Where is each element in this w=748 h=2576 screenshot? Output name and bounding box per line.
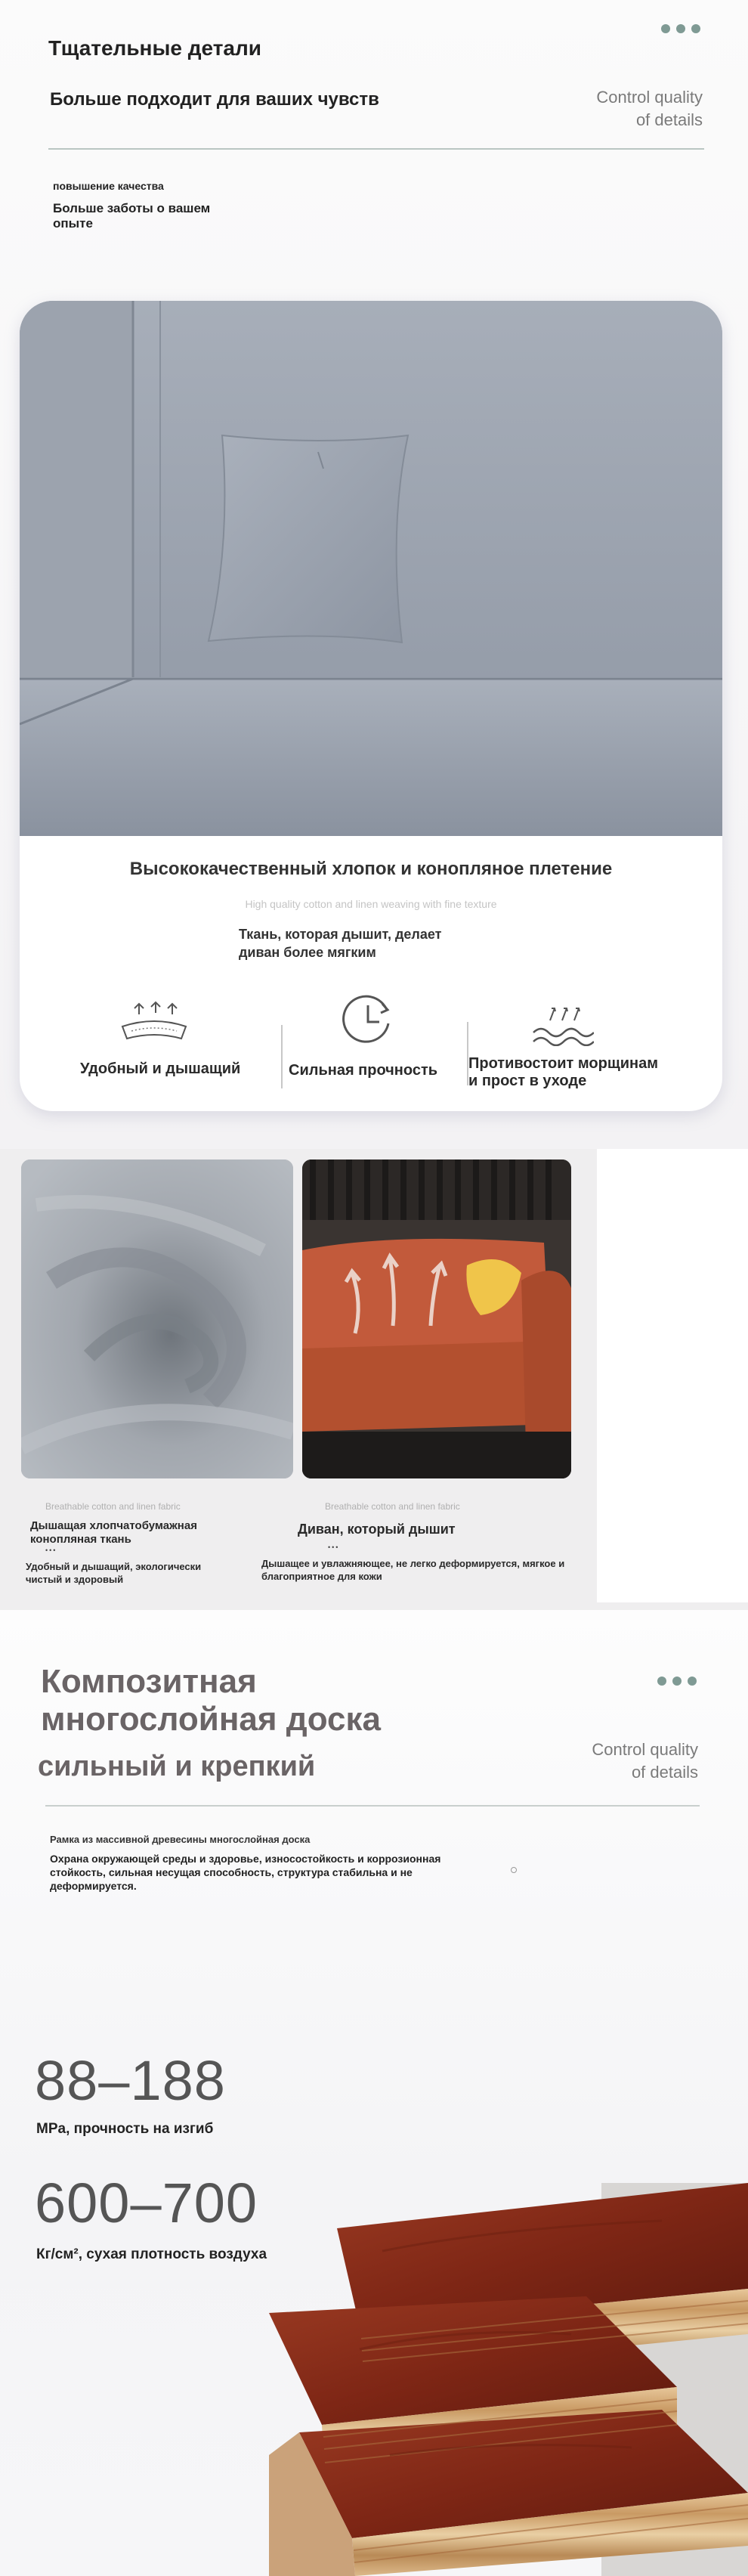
section-title: Тщательные детали [48, 36, 261, 60]
left-description: Удобный и дышащий, экологически чистый и здоровый [26, 1561, 202, 1585]
right-tag: Breathable cotton and linen fabric [325, 1501, 460, 1512]
feature-wrinkle-label: Противостоит морщинам и прост в уходе [468, 1055, 659, 1089]
divider [48, 148, 704, 150]
right-ellipsis: ••• [328, 1543, 340, 1551]
board-description: Охрана окружающей среды и здоровье, износостойкость и коррозионная стойкость, сильная несущая способность, структура стабильна и не деформируется. [50, 1853, 441, 1892]
board-tag: Рамка из массивной древесины многослойная доска [50, 1834, 311, 1845]
stat-density-value: 600–700 [35, 2172, 258, 2234]
more-dots-icon [657, 1677, 697, 1686]
details-section [0, 0, 748, 1149]
card-title: Высококачественный хлопок и конопляное плетение [129, 859, 613, 879]
quality-caption: Control quality of details [596, 88, 703, 129]
fabric-card [20, 301, 722, 1111]
clock-icon [340, 992, 396, 1051]
board-quality-caption: Control quality of details [592, 1740, 698, 1782]
fabric-closeup-image [21, 1160, 293, 1478]
card-description: Ткань, которая дышит, делает диван более мягким [239, 927, 442, 960]
left-title: Дышащая хлопчатобумажная конопляная ткань [30, 1519, 197, 1546]
board-subtitle: сильный и крепкий [38, 1751, 316, 1782]
board-section [0, 1610, 748, 2576]
plywood-boards-image [269, 2183, 748, 2576]
right-title: Диван, который дышит [298, 1522, 456, 1537]
anti-wrinkle-icon [530, 1002, 594, 1050]
gallery-section [0, 1149, 748, 1610]
stat-bending-value: 88–188 [35, 2049, 226, 2112]
sofa-pillow-image [20, 301, 722, 836]
divider [45, 1805, 700, 1807]
feature-divider [281, 1025, 283, 1088]
left-tag: Breathable cotton and linen fabric [45, 1501, 181, 1512]
more-dots-icon [661, 24, 700, 33]
white-panel [597, 1149, 748, 1602]
quality-tag: повышение качества [53, 180, 164, 192]
breathable-cushion-icon [118, 999, 190, 1048]
section-subtitle: Больше подходит для ваших чувств [50, 89, 379, 110]
card-subtitle: High quality cotton and linen weaving with fine texture [245, 898, 497, 910]
stat-bending-label: MPa, прочность на изгиб [36, 2121, 214, 2137]
circle-mark-icon [511, 1867, 517, 1873]
sofa-breathing-image [302, 1160, 571, 1478]
stat-density-label: Кг/см², сухая плотность воздуха [36, 2246, 267, 2262]
feature-breathable-label: Удобный и дышащий [80, 1060, 241, 1077]
right-description: Дышащее и увлажняющее, не легко деформируется, мягкое и благоприятное для кожи [261, 1558, 565, 1582]
left-ellipsis: ••• [45, 1547, 57, 1554]
feature-strength-label: Сильная прочность [289, 1062, 438, 1079]
care-text: Больше заботы о вашем опыте [53, 201, 211, 231]
board-title: Композитная многослойная доска [41, 1663, 381, 1738]
